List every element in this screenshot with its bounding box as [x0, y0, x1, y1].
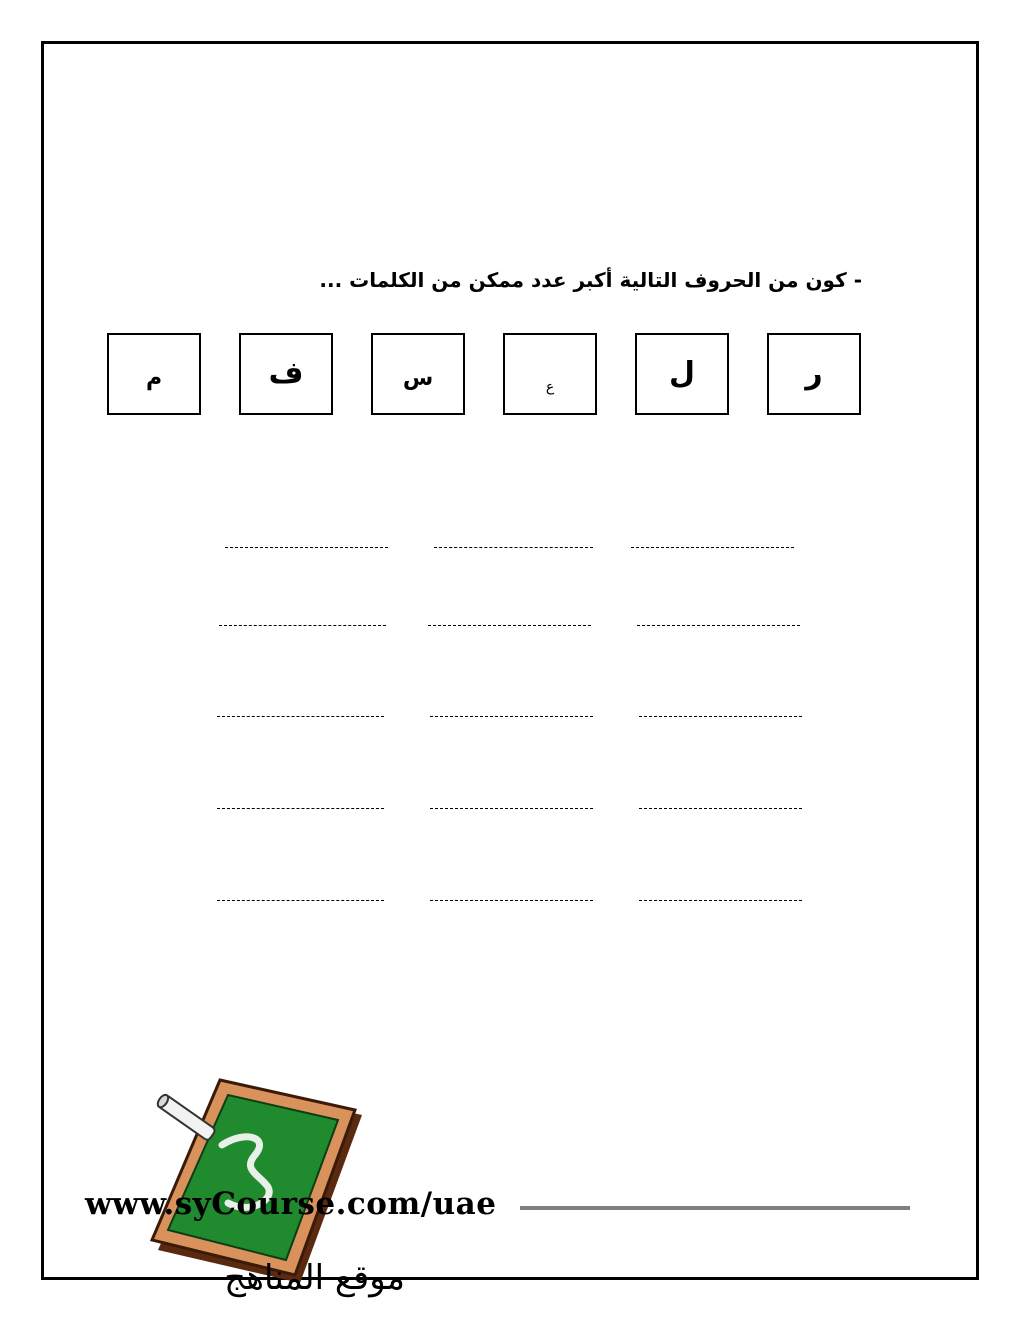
letter: س [402, 366, 434, 391]
letter-box-1 [767, 333, 861, 415]
chalkboard-icon [150, 1075, 365, 1285]
letter-box-4 [371, 333, 465, 415]
answer-line[interactable] [428, 625, 591, 626]
letter: ع [545, 379, 555, 395]
letter-box-6 [107, 333, 201, 415]
answer-line[interactable] [217, 716, 384, 717]
answer-line[interactable] [225, 547, 388, 548]
exercise-instruction: - كون من الحروف التالية أكبر عدد ممكن من الكلمات ... [319, 268, 862, 292]
answer-line[interactable] [639, 716, 802, 717]
answer-line[interactable] [631, 547, 794, 548]
answer-line[interactable] [639, 900, 802, 901]
answer-line[interactable] [434, 547, 593, 548]
answer-line[interactable] [430, 808, 593, 809]
letter-box-5 [239, 333, 333, 415]
footer-url-link[interactable]: www.syCourse.com/uae [85, 1186, 497, 1222]
letter: ر [805, 356, 823, 391]
letter-box-2 [635, 333, 729, 415]
answer-line[interactable] [639, 808, 802, 809]
answer-line[interactable] [637, 625, 800, 626]
letter-box-3 [503, 333, 597, 415]
letter: ل [668, 356, 696, 391]
footer-divider [520, 1206, 910, 1210]
answer-line[interactable] [219, 625, 386, 626]
answer-line[interactable] [217, 808, 384, 809]
answer-line[interactable] [430, 900, 593, 901]
letter: ف [268, 356, 304, 391]
footer-site-name: موقع المناهج [224, 1258, 405, 1298]
answer-line[interactable] [217, 900, 384, 901]
letter: م [145, 366, 163, 391]
answer-line[interactable] [430, 716, 593, 717]
